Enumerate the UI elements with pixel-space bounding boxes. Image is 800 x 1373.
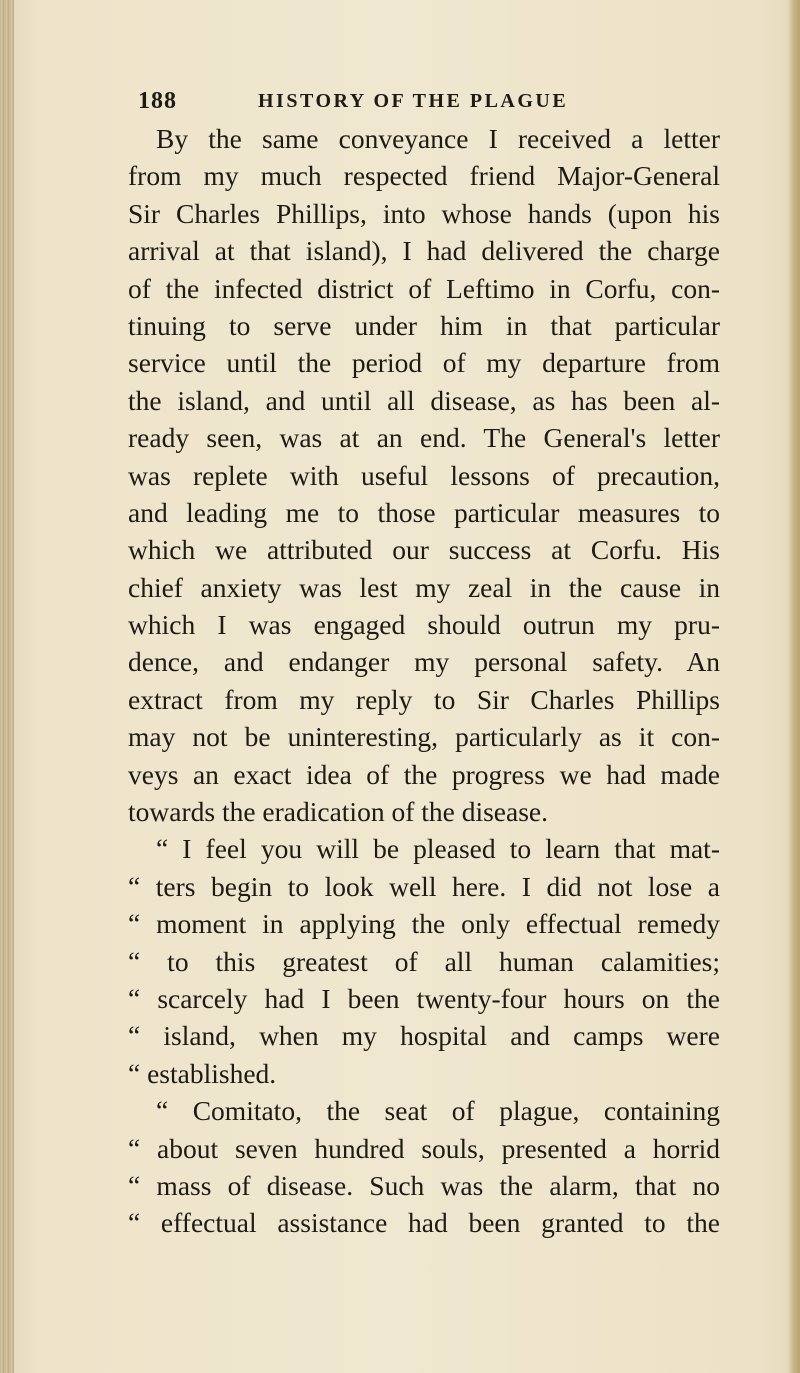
text-line: of the infected district of Leftimo in Corfu, con- — [128, 272, 720, 304]
text-line: “ island, when my hospital and camps were — [128, 1020, 720, 1052]
page-header — [138, 88, 698, 118]
text-line: extract from my reply to Sir Charles Phillips — [128, 683, 720, 715]
text-line: dence, and endanger my personal safety. An — [128, 646, 720, 678]
text-line: “ effectual assistance had been granted to the — [128, 1207, 720, 1239]
text-line: service until the period of my departure from — [128, 347, 720, 379]
text-line: chief anxiety was lest my zeal in the cause in — [128, 571, 720, 603]
text-line: “ ters begin to look well here. I did not lose a — [128, 870, 720, 902]
text-line: “ scarcely had I been twenty-four hours on the — [128, 982, 720, 1014]
text-line: towards the eradication of the disease. — [128, 796, 548, 828]
page-binding-edge — [0, 0, 14, 1373]
text-line: “ to this greatest of all human calamities; — [128, 945, 720, 977]
page-fore-edge — [788, 0, 800, 1373]
text-line: which we attributed our success at Corfu. His — [128, 534, 720, 566]
text-line: “ Comitato, the seat of plague, containing — [156, 1095, 720, 1127]
text-line: may not be uninteresting, particularly as it con- — [128, 721, 720, 753]
text-line: By the same conveyance I received a letter — [156, 123, 720, 154]
text-line: tinuing to serve under him in that particular — [128, 309, 720, 341]
text-line: “ I feel you will be pleased to learn that mat- — [156, 833, 720, 865]
text-line: ready seen, was at an end. The General's letter — [128, 422, 720, 454]
text-line: veys an exact idea of the progress we had made — [128, 758, 720, 790]
text-line: Sir Charles Phillips, into whose hands (upon his — [128, 197, 720, 229]
running-title: HISTORY OF THE PLAGUE — [258, 90, 569, 112]
text-line: was replete with useful lessons of precaution, — [128, 459, 720, 491]
text-line: the island, and until all disease, as has been al- — [128, 384, 720, 416]
text-line: “ established. — [128, 1057, 277, 1089]
text-line: which I was engaged should outrun my pru- — [128, 609, 720, 641]
text-line: “ mass of disease. Such was the alarm, that no — [128, 1169, 720, 1201]
text-line: “ moment in applying the only effectual remedy — [128, 908, 720, 940]
text-line: and leading me to those particular measures to — [128, 496, 720, 528]
page-number: 188 — [138, 88, 177, 114]
text-line: arrival at that island), I had delivered the charge — [128, 235, 720, 267]
text-line: “ about seven hundred souls, presented a horrid — [128, 1132, 720, 1164]
body-text — [128, 120, 720, 1242]
text-line: from my much respected friend Major-General — [128, 160, 720, 192]
